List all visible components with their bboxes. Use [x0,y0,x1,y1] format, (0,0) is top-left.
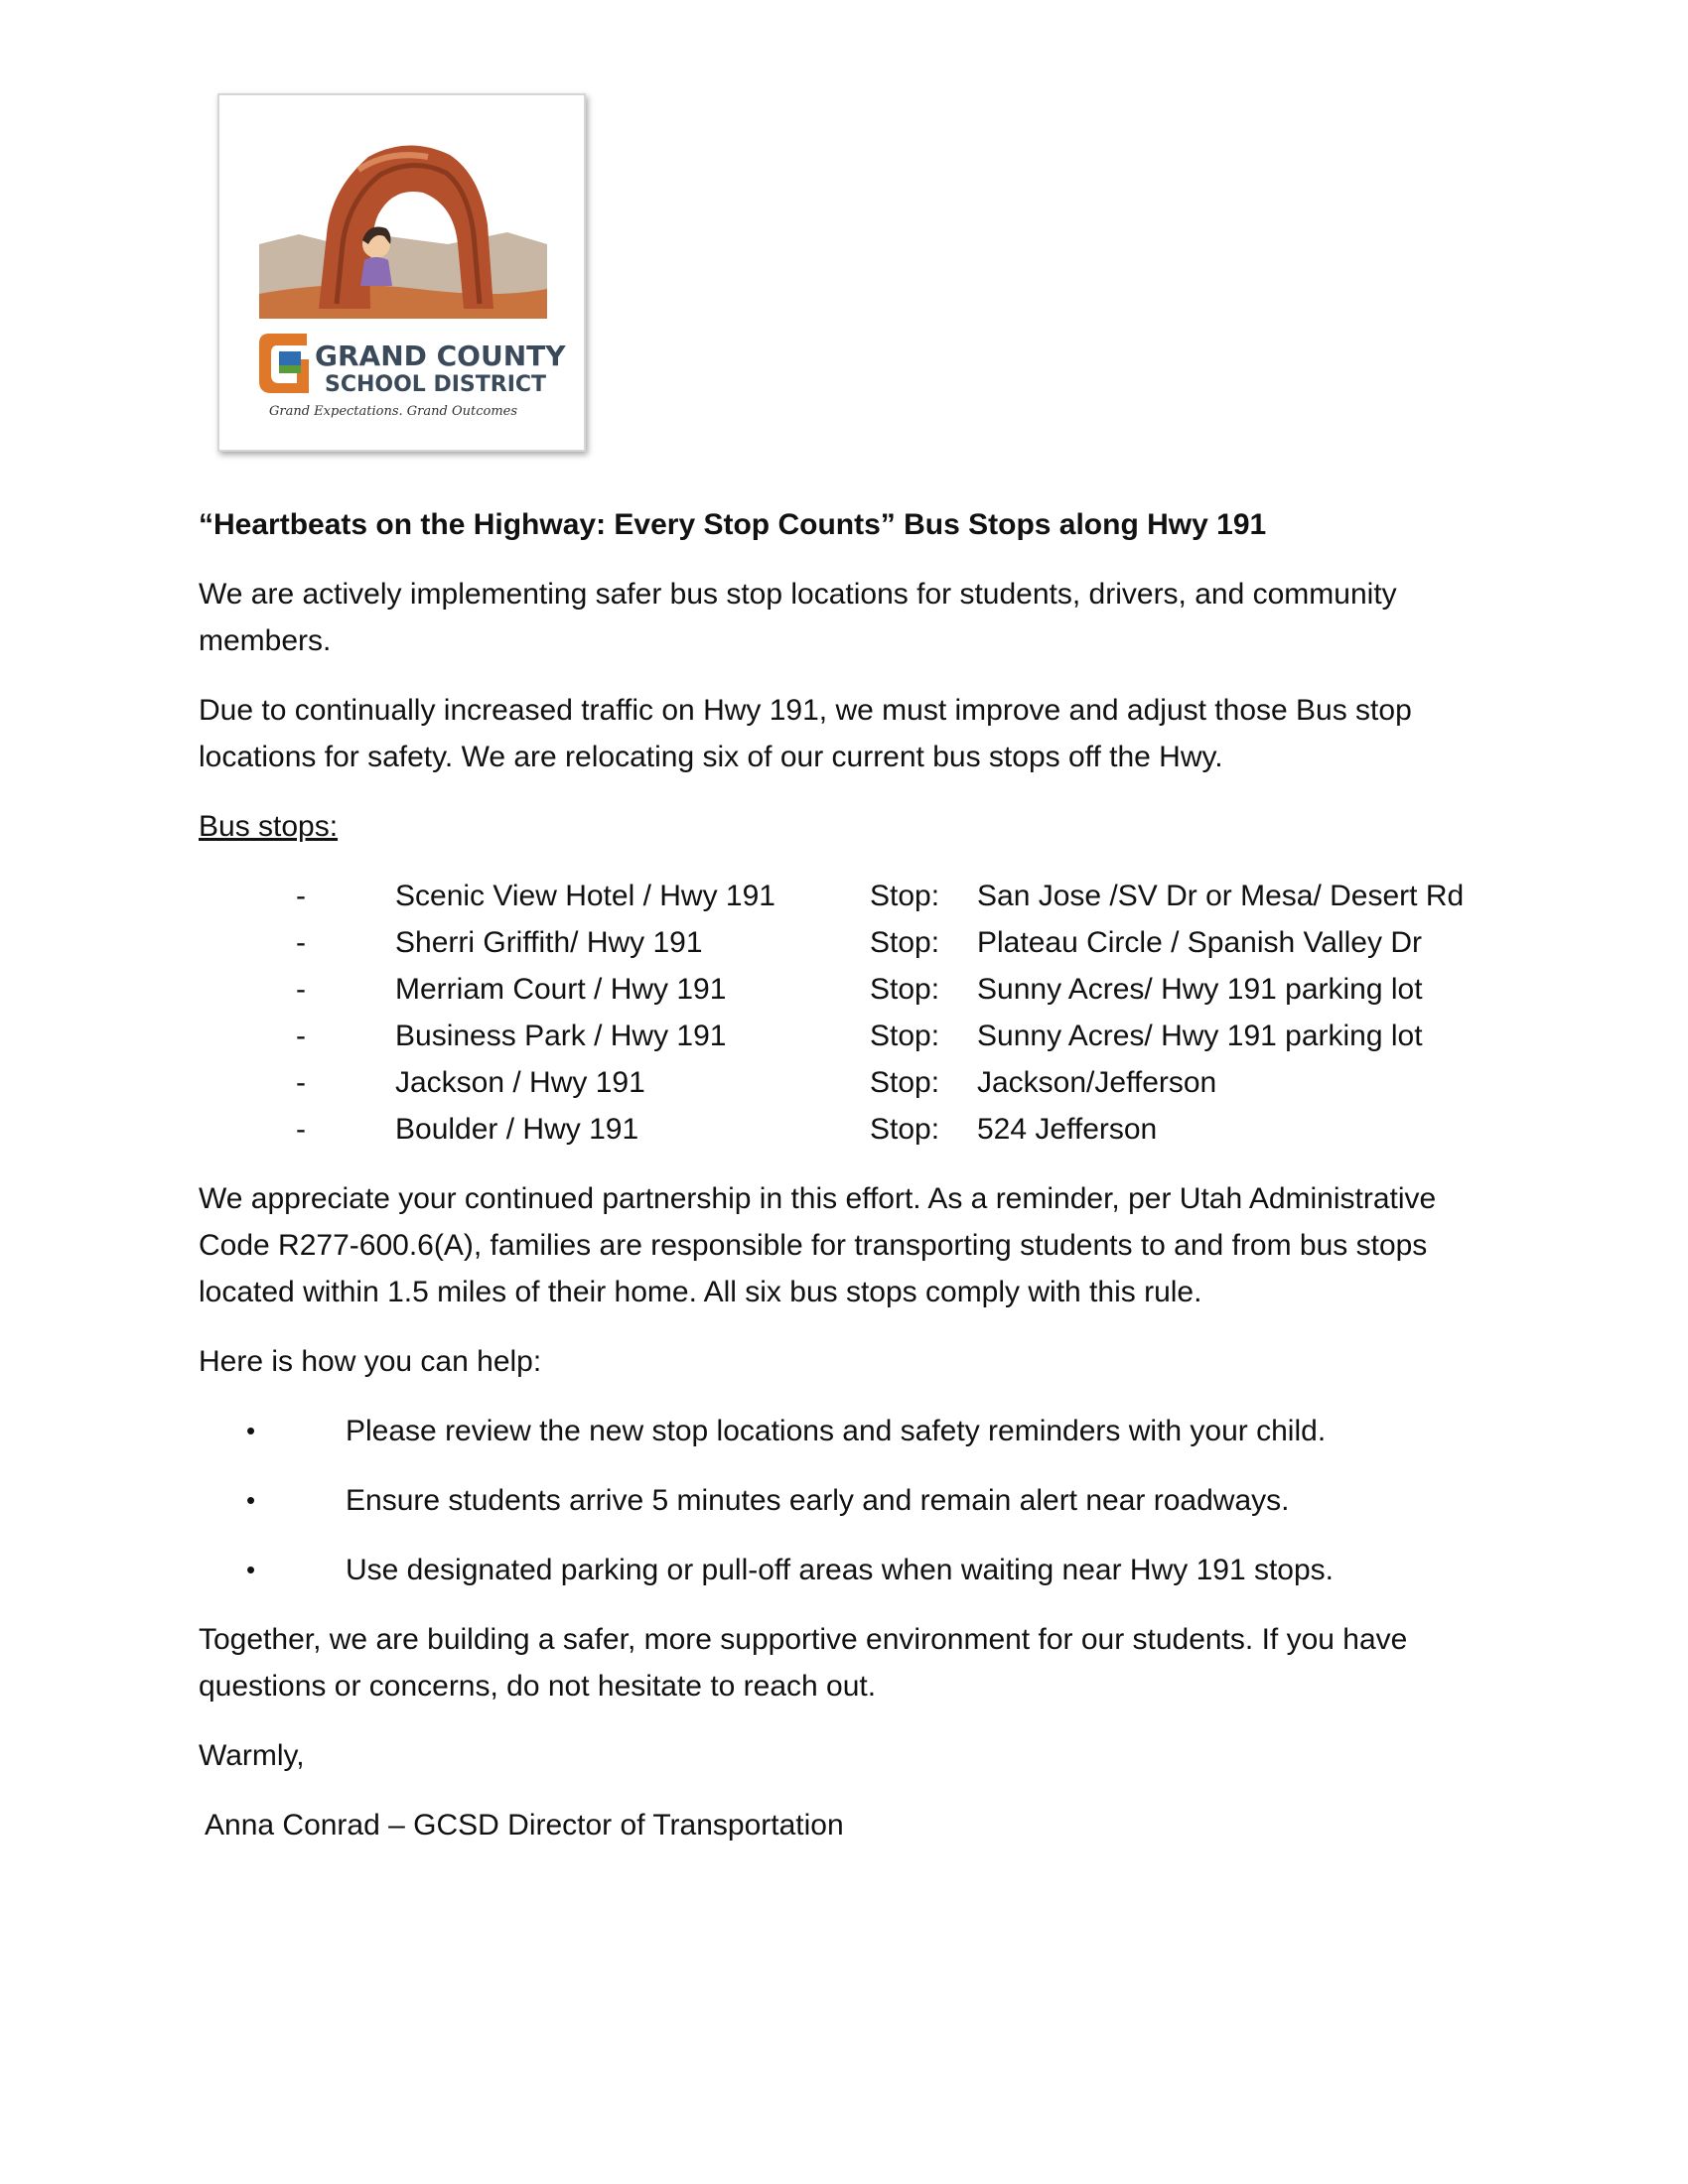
stop-word: Stop: [870,926,940,959]
stop-dash: - [296,973,306,1006]
stop-old-location: Scenic View Hotel / Hwy 191 [395,880,775,912]
letter-title: “Heartbeats on the Highway: Every Stop Counts” Bus Stops along Hwy 191 [199,508,1267,541]
stop-row [199,1059,1499,1106]
stop-row [199,966,1499,1013]
stop-word: Stop: [870,973,940,1006]
stop-dash: - [296,926,306,959]
stop-word: Stop: [870,1066,940,1099]
stop-old-location: Boulder / Hwy 191 [395,1113,639,1146]
signoff: Warmly, [199,1739,305,1772]
bullet-icon: • [246,1555,256,1584]
stop-old-location: Jackson / Hwy 191 [395,1066,645,1099]
bus-stops-label: Bus stops: [199,810,339,843]
stop-dash: - [296,1020,306,1052]
stop-old-location: Sherri Griffith/ Hwy 191 [395,926,703,959]
help-intro: Here is how you can help: [199,1345,542,1378]
stop-row [199,1106,1499,1153]
appreciation-paragraph: We appreciate your continued partnership in this effort. As a reminder, per Utah Administrative Code R277-600.6(A), families are responsible for transporting students to and from bus stops located within 1.5 miles of their home. All six bus stops comply with this rule. [199,1182,1437,1308]
help-list [199,1408,1499,1593]
list-item [199,1408,1499,1454]
signature: Anna Conrad – GCSD Director of Transportation [205,1809,844,1842]
logo-name-line1: GRAND COUNTY [315,340,566,372]
stop-old-location: Business Park / Hwy 191 [395,1020,727,1052]
bullet-icon: • [246,1416,256,1445]
stop-new-location: 524 Jefferson [977,1113,1158,1146]
intro-paragraph: We are actively implementing safer bus stop locations for students, drivers, and community members. [199,578,1397,657]
stop-new-location: Sunny Acres/ Hwy 191 parking lot [977,1020,1423,1052]
letter-body [199,501,1499,1871]
help-item-text: Use designated parking or pull-off areas when waiting near Hwy 191 stops. [346,1554,1335,1586]
help-item-text: Ensure students arrive 5 minutes early and remain alert near roadways. [346,1484,1290,1517]
stop-dash: - [296,880,306,912]
stop-new-location: Plateau Circle / Spanish Valley Dr [977,926,1422,959]
logo-tagline: Grand Expectations. Grand Outcomes [269,404,518,419]
stop-dash: - [296,1113,306,1146]
stop-word: Stop: [870,1113,940,1146]
closing-paragraph: Together, we are building a safer, more supportive environment for our students. If you have questions or concerns, do not hesitate to reach out. [199,1623,1408,1703]
stop-row [199,919,1499,966]
stop-old-location: Merriam Court / Hwy 191 [395,973,727,1006]
stop-row [199,873,1499,919]
stop-new-location: San Jose /SV Dr or Mesa/ Desert Rd [977,880,1465,912]
list-item [199,1477,1499,1524]
stop-new-location: Sunny Acres/ Hwy 191 parking lot [977,973,1423,1006]
stop-new-location: Jackson/Jefferson [977,1066,1217,1099]
logo-artwork [219,95,584,450]
reason-paragraph: Due to continually increased traffic on Hwy 191, we must improve and adjust those Bus stop locations for safety. We are relocating six of our current bus stops off the Hwy. [199,694,1412,773]
help-item-text: Please review the new stop locations and safety reminders with your child. [346,1415,1327,1447]
logo-name-line2: SCHOOL DISTRICT [325,372,547,397]
bus-stops-list [199,873,1499,1153]
district-logo [217,93,586,452]
list-item [199,1547,1499,1593]
stop-word: Stop: [870,880,940,912]
stop-row [199,1013,1499,1059]
stop-dash: - [296,1066,306,1099]
stop-word: Stop: [870,1020,940,1052]
bullet-icon: • [246,1485,256,1515]
